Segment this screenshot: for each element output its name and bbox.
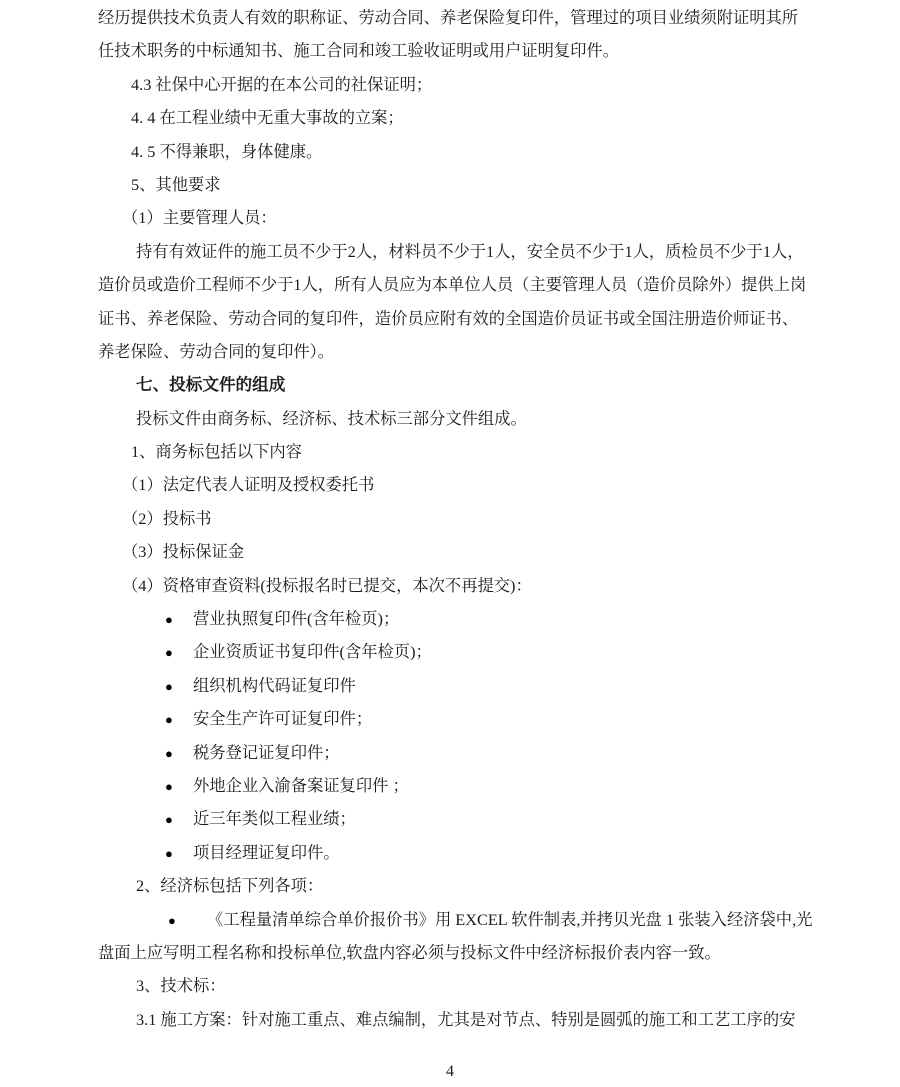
text-line: 养老保险、劳动合同的复印件）。 <box>98 341 335 361</box>
text-line: 1、商务标包括以下内容 <box>131 442 302 462</box>
text-line <box>0 903 900 936</box>
bullet-text: 近三年类似工程业绩； <box>193 809 356 829</box>
bullet-icon: ● <box>165 712 173 728</box>
bullet-icon: ● <box>165 678 173 694</box>
page-number: 4 <box>446 1063 454 1081</box>
bullet-icon: ● <box>165 645 173 661</box>
text-line: 4. 4 在工程业绩中无重大事故的立案； <box>131 108 404 128</box>
text-line: （4）资格审查资料(投标报名时已提交，本次不再提交)： <box>122 575 532 595</box>
section-heading: 七、投标文件的组成 <box>136 375 286 395</box>
text-line <box>0 736 900 769</box>
bullet-text: 企业资质证书复印件(含年检页)； <box>193 642 432 662</box>
text-line: 任技术职务的中标通知书、施工合同和竣工验收证明或用户证明复印件。 <box>98 41 620 61</box>
bullet-text: 组织机构代码证复印件 <box>193 675 356 695</box>
text-line <box>0 602 900 635</box>
bullet-text: 营业执照复印件(含年检页)； <box>193 609 400 629</box>
text-line: （1）主要管理人员： <box>122 208 277 228</box>
text-line: 3.1 施工方案：针对施工重点、难点编制，尤其是对节点、特别是圆弧的施工和工艺工序的安 <box>136 1009 796 1029</box>
bullet-text: 安全生产许可证复印件； <box>193 709 373 729</box>
bullet-icon: ● <box>168 912 176 928</box>
text-line: （3）投标保证金 <box>122 542 245 562</box>
bullet-icon: ● <box>165 612 173 628</box>
bullet-icon: ● <box>165 745 173 761</box>
text-line: 2、经济标包括下列各项： <box>136 876 324 896</box>
text-line: 造价员或造价工程师不少于1人，所有人员应为本单位人员（主要管理人员（造价员除外）提供上岗 <box>98 275 807 295</box>
text-line <box>0 836 900 869</box>
text-line: 4. 5 不得兼职，身体健康。 <box>131 141 323 161</box>
text-line: 持有有效证件的施工员不少于2人，材料员不少于1人，安全员不少于1人，质检员不少于1人， <box>136 241 804 261</box>
text-line: （2）投标书 <box>122 508 212 528</box>
text-line: （1）法定代表人证明及授权委托书 <box>122 475 375 495</box>
bullet-icon: ● <box>165 778 173 794</box>
text-line: 4.3 社保中心开据的在本公司的社保证明； <box>131 74 433 94</box>
text-line: 5、其他要求 <box>131 174 221 194</box>
text-line <box>0 669 900 702</box>
text-line <box>0 635 900 668</box>
bullet-text: 税务登记证复印件； <box>193 742 340 762</box>
text-line: 经历提供技术负责人有效的职称证、劳动合同、养老保险复印件，管理过的项目业绩须附证明其所 <box>98 8 799 27</box>
text-line <box>0 802 900 835</box>
text-line: 证书、养老保险、劳动合同的复印件，造价员应附有效的全国造价员证书或全国注册造价师证书、 <box>98 308 799 328</box>
bullet-text: 《工程量清单综合单价报价书》用 EXCEL 软件制表,并拷贝光盘 1 张装入经济袋中,光 <box>207 909 813 929</box>
bullet-text: 外地企业入渝备案证复印件 ； <box>193 775 409 795</box>
text-line: 3、技术标： <box>136 976 226 996</box>
text-line: 盘面上应写明工程名称和投标单位,软盘内容必须与投标文件中经济标报价表内容一致。 <box>98 942 721 962</box>
bullet-icon: ● <box>165 845 173 861</box>
bullet-icon: ● <box>165 812 173 828</box>
bullet-text: 项目经理证复印件。 <box>193 842 340 862</box>
text-line <box>0 702 900 735</box>
text-line: 投标文件由商务标、经济标、技术标三部分文件组成。 <box>136 408 527 428</box>
text-line <box>0 769 900 802</box>
